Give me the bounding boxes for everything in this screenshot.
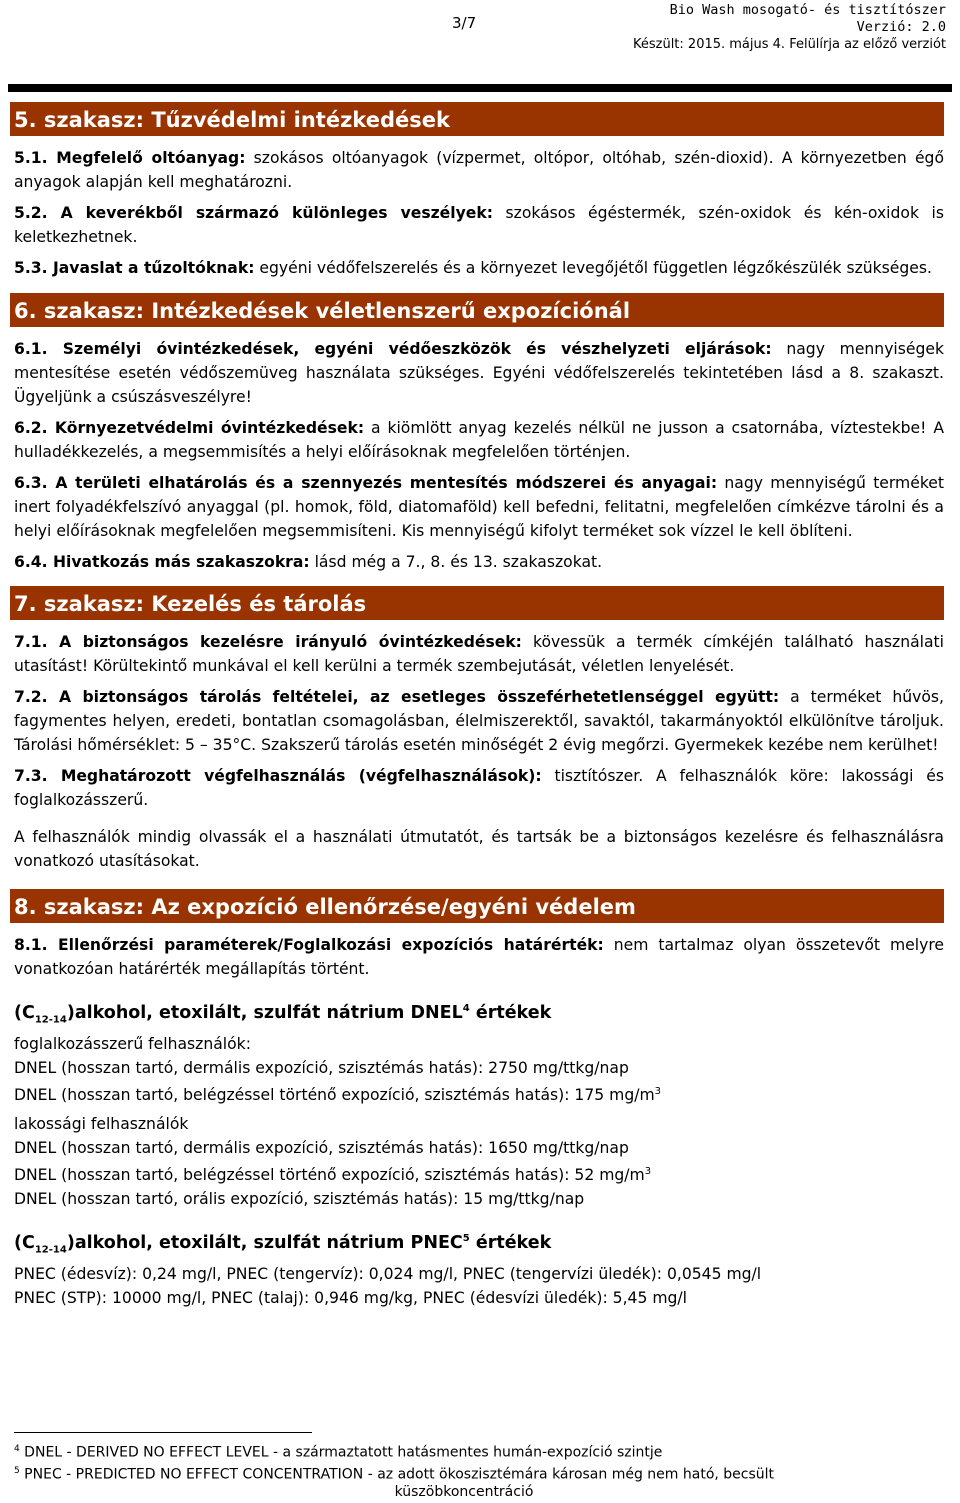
issue-date: Készült: 2015. május 4. Felülírja az előző verziót bbox=[632, 37, 946, 52]
paragraph-7-1 bbox=[14, 630, 944, 678]
paragraph-5-2 bbox=[14, 201, 944, 249]
paragraph-7-4: A felhasználók mindig olvassák el a használati útmutatót, és tartsák be a biztonságos kezelésre és felhasználásra vonatkozó utasításokat. bbox=[14, 828, 944, 870]
text-6-2: a kiömlött anyag kezelés nélkül ne jusson a csatornába, víztestekbe! A hulladékkezelés, a megsemmisítés a helyi előírásoknak megfelelően történjen. bbox=[14, 419, 944, 461]
heading-6-4: 6.4. Hivatkozás más szakaszokra: bbox=[14, 553, 310, 571]
pnec-list bbox=[14, 1262, 944, 1310]
paragraph-5-3 bbox=[14, 256, 944, 280]
footnote-5: $^5$ PNEC - PREDICTED NO EFFECT CONCENTRATION - az adott ökoszisztémára károsan még nem ható, becsült küszöbkoncentráció bbox=[14, 1465, 775, 1501]
heading-7-2: 7.2. A biztonságos tárolás feltételei, az esetleges összeférhetetlenséggel együtt: bbox=[14, 688, 780, 706]
consumers-label: lakossági felhasználók bbox=[14, 1114, 189, 1133]
document-info bbox=[633, 2, 946, 53]
heading-5-3: 5.3. Javaslat a tűzoltóknak: bbox=[14, 259, 255, 277]
paragraph-6-1 bbox=[14, 337, 944, 409]
dnel-consumer-oral: DNEL (hosszan tartó, orális expozíció, szisztémás hatás): 15 mg/ttkg/nap bbox=[14, 1189, 585, 1208]
heading-6-3: 6.3. A területi elhatárolás és a szennyezés mentesítés módszerei és anyagai: bbox=[14, 474, 718, 492]
pnec-line-2: PNEC (STP): 10000 mg/l, PNEC (talaj): 0,946 mg/kg, PNEC (édesvízi üledék): 5,45 mg/l bbox=[14, 1289, 688, 1308]
heading-6-1: 6.1. Személyi óvintézkedések, egyéni védőeszközök és vészhelyzeti eljárások: bbox=[14, 340, 772, 358]
section-6-title: 6. szakasz: Intézkedések véletlenszerű expozíciónál bbox=[10, 293, 944, 327]
paragraph-7-3 bbox=[14, 764, 944, 812]
heading-8-1: 8.1. Ellenőrzési paraméterek/Foglalkozási expozíciós határérték: bbox=[14, 936, 604, 954]
pnec-line-1: PNEC (édesvíz): 0,24 mg/l, PNEC (tengervíz): 0,024 mg/l, PNEC (tengervízi üledék): 0,0545 mg/l bbox=[14, 1265, 762, 1284]
heading-5-2: 5.2. A keverékből származó különleges veszélyek: bbox=[14, 204, 493, 222]
text-8-1: nem tartalmaz olyan összetevőt melyre vonatkozóan határérték megállapítás történt. bbox=[14, 936, 945, 978]
dnel-worker-inhalation: DNEL (hosszan tartó, belégzéssel történő expozíció, szisztémás hatás): 175 $mg/m^3$ bbox=[14, 1086, 662, 1105]
header-divider bbox=[8, 84, 952, 92]
dnel-worker-dermal: DNEL (hosszan tartó, dermális expozíció, szisztémás hatás): 2750 mg/ttkg/nap bbox=[14, 1059, 629, 1078]
paragraph-6-2 bbox=[14, 416, 944, 464]
paragraph-6-4 bbox=[14, 550, 944, 574]
paragraph-6-3 bbox=[14, 471, 944, 543]
text-5-2: szokásos égéstermék, szén-oxidok és kén-oxidok is keletkezhetnek. bbox=[14, 204, 944, 246]
heading-5-1: 5.1. Megfelelő oltóanyag: bbox=[14, 149, 246, 167]
dnel-consumer-dermal: DNEL (hosszan tartó, dermális expozíció, szisztémás hatás): 1650 mg/ttkg/nap bbox=[14, 1138, 629, 1157]
dnel-heading: $(C_{12-14})alkohol$, etoxilált, szulfát nátrium DNEL$^4$ értékek bbox=[14, 1002, 552, 1026]
workers-label: foglalkozásszerű felhasználók: bbox=[14, 1035, 251, 1054]
page-content bbox=[14, 96, 944, 1310]
paragraph-7-2 bbox=[14, 685, 944, 757]
dnel-consumer-inhalation: DNEL (hosszan tartó, belégzéssel történő expozíció, szisztémás hatás): 52 $mg/m^3$ bbox=[14, 1165, 652, 1184]
product-name: Bio Wash mosogató- és tisztítószer bbox=[669, 2, 946, 18]
section-7-title: 7. szakasz: Kezelés és tárolás bbox=[10, 586, 944, 620]
footnote-4: $^4$ DNEL - DERIVED NO EFFECT LEVEL - a származtatott hatásmentes humán-expozíció szintje bbox=[14, 1444, 663, 1461]
text-6-3: nagy mennyiségű terméket inert folyadékfelszívó anyaggal (pl. homok, föld, diatomaföld) kell befedni, felitatni, megfelelően címkézve tárolni és a helyi előírásoknak megfelelően megsemmisíteni. Kis mennyiségű kifolyt terméket sok vízzel le kell öblíteni. bbox=[14, 474, 945, 540]
pnec-heading: $(C_{12-14})alkohol$, etoxilált, szulfát nátrium PNEC$^5$ értékek bbox=[14, 1232, 552, 1256]
paragraph-5-1 bbox=[14, 146, 944, 194]
dnel-list bbox=[14, 1032, 944, 1210]
text-6-4: lásd még a 7., 8. és 13. szakaszokat. bbox=[309, 553, 603, 571]
page-number: 3/7 bbox=[452, 14, 477, 32]
heading-7-3: 7.3. Meghatározott végfelhasználás (végfelhasználások): bbox=[14, 767, 542, 785]
heading-6-2: 6.2. Környezetvédelmi óvintézkedések: bbox=[14, 419, 365, 437]
text-7-2: a terméket hűvös, fagymentes helyen, eredeti, bontatlan csomagolásban, élelmiszerektől, savaktól, takarmányoktól elkülönítve tároljuk. Tárolási hőmérséklet: 5 – 35°C. Szakszerű tárolás esetén minőségét 2 évig megőrzi. Gyermekek kezébe nem kerülhet! bbox=[14, 688, 944, 754]
footnote-divider bbox=[14, 1432, 312, 1433]
text-5-3: egyéni védőfelszerelés és a környezet levegőjétől független légzőkészülék szükséges. bbox=[254, 259, 932, 277]
paragraph-8-1 bbox=[14, 933, 944, 981]
text-6-1: nagy mennyiségek mentesítése esetén védőszemüveg használata szükséges. Egyéni védőfelszerelés tekintetében lásd a 8. szakaszt. Ügyeljünk a csúszásveszélyre! bbox=[14, 340, 944, 406]
version: Verzió: 2.0 bbox=[856, 19, 946, 35]
text-7-3: tisztítószer. A felhasználók köre: lakossági és foglalkozásszerű. bbox=[14, 767, 944, 809]
section-5-title: 5. szakasz: Tűzvédelmi intézkedések bbox=[10, 102, 944, 136]
heading-7-1: 7.1. A biztonságos kezelésre irányuló óvintézkedések: bbox=[14, 633, 522, 651]
text-7-1: kövessük a termék címkéjén található használati utasítást! Körültekintő munkával el kell kerülni a termék szembejutását, véletlen lenyelését. bbox=[14, 633, 945, 675]
section-8-title: 8. szakasz: Az expozíció ellenőrzése/egyéni védelem bbox=[10, 889, 944, 923]
text-5-1: szokásos oltóanyagok (vízpermet, oltópor, oltóhab, szén-dioxid). A környezetben égő anyagok alapján kell meghatározni. bbox=[14, 149, 944, 191]
footnotes bbox=[14, 1440, 914, 1501]
